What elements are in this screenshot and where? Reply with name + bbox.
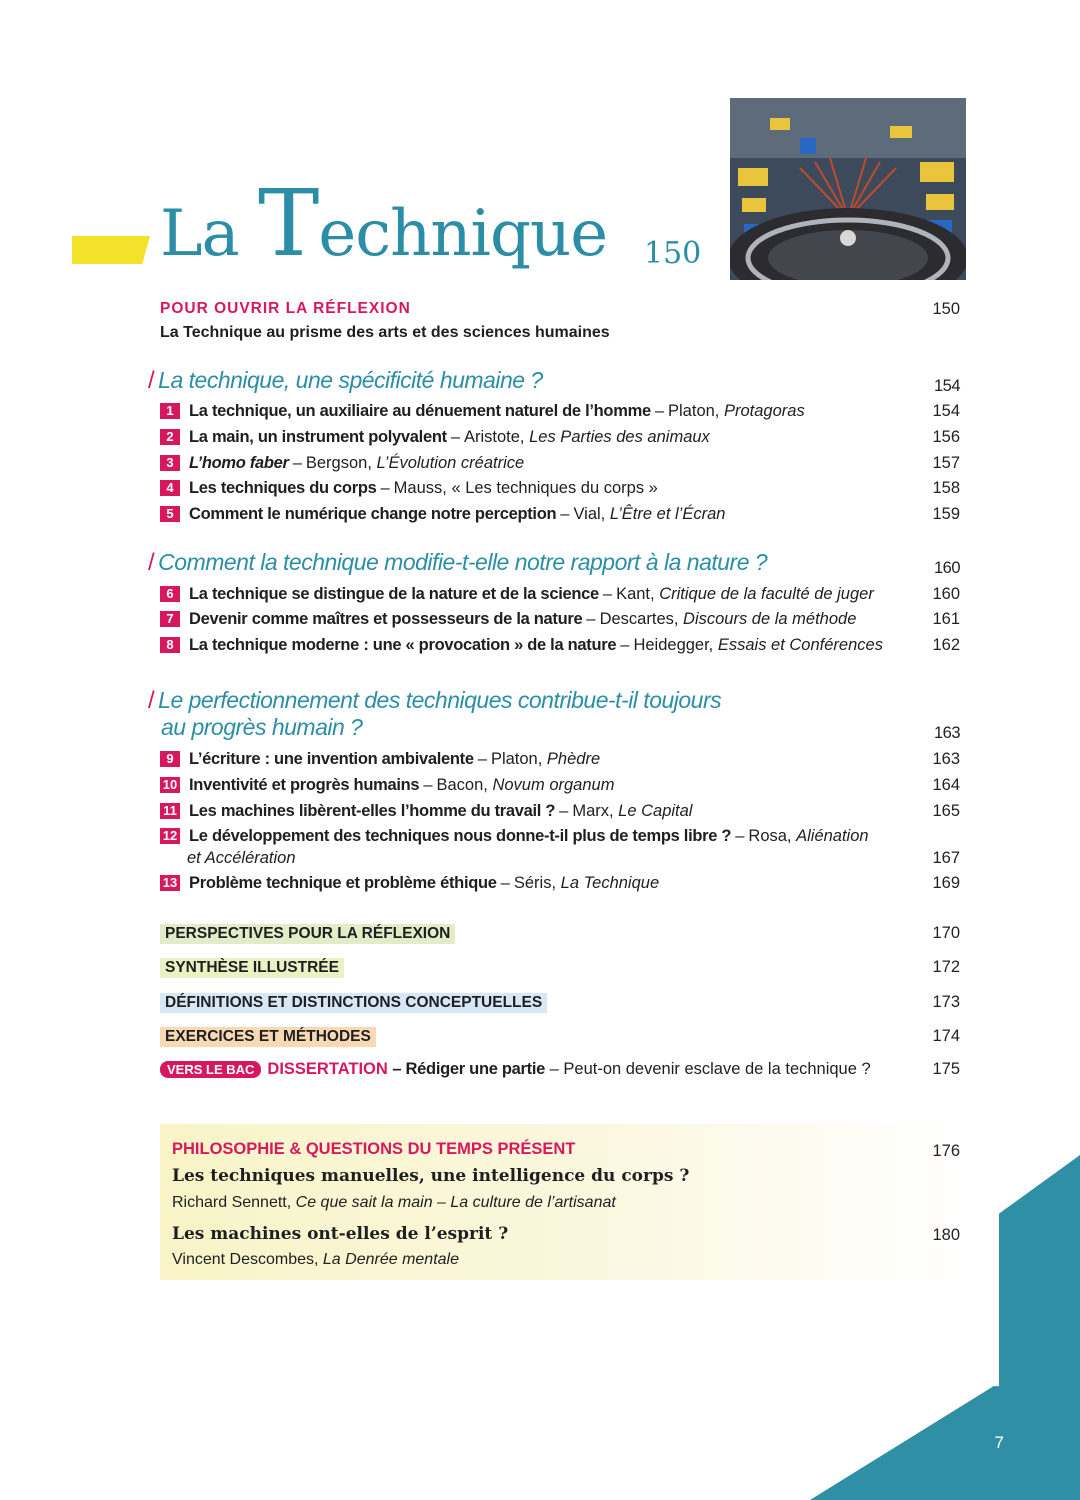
page-number: 7	[994, 1433, 1004, 1452]
toc-item-6: 6 La technique se distingue de la nature et de la science – Kant, Critique de la faculté de juger 160	[160, 585, 960, 609]
toc-item-2: 2 La main, un instrument polyvalent – Aristote, Les Parties des animaux 156	[160, 428, 960, 452]
extra-synthese: SYNTHÈSE ILLUSTRÉE 172	[160, 958, 960, 982]
toc-item-12-continued: et Accélération 167	[187, 849, 960, 867]
section-1-heading: / La technique, une spécificité humaine ? 154	[148, 367, 960, 395]
chapter-title: La Technique	[160, 170, 608, 277]
toc-item-12: 12 Le développement des techniques nous donne-t-il plus de temps libre ? – Rosa, Aliénation	[160, 827, 960, 851]
chapter-page: 150	[644, 236, 702, 271]
box-question-1: Les techniques manuelles, une intelligence du corps ?	[172, 1166, 690, 1186]
intro-page: 150	[932, 300, 960, 318]
box-answer-2: Vincent Descombes, La Denrée mentale	[172, 1251, 459, 1268]
toc-item-7: 7 Devenir comme maîtres et possesseurs de la nature – Descartes, Discours de la méthode 161	[160, 610, 960, 634]
toc-item-1: 1 La technique, un auxiliaire au dénuement naturel de l’homme – Platon, Protagoras 154	[160, 402, 960, 426]
toc-item-13: 13 Problème technique et problème éthique – Séris, La Technique 169	[160, 874, 960, 898]
box-answer-1: Richard Sennett, Ce que sait la main – La culture de l’artisanat	[172, 1194, 616, 1211]
title-accent-bar	[72, 236, 150, 264]
section-2-heading: / Comment la technique modifie-t-elle notre rapport à la nature ? 160	[148, 549, 960, 577]
box-question-2: Les machines ont-elles de l’esprit ?	[172, 1224, 509, 1244]
toc-item-10: 10 Inventivité et progrès humains – Bacon, Novum organum 164	[160, 776, 960, 800]
extra-perspectives: PERSPECTIVES POUR LA RÉFLEXION 170	[160, 924, 960, 948]
toc-item-3: 3 L’homo faber – Bergson, L’Évolution créatrice 157	[160, 454, 960, 478]
section-3-heading: / Le perfectionnement des techniques contribue-t-il toujours au progrès humain ? 163	[148, 687, 960, 742]
intro-subtitle: La Technique au prisme des arts et des sciences humaines	[160, 324, 610, 341]
intro-row	[160, 300, 960, 324]
present-questions-box: PHILOSOPHIE & QUESTIONS DU TEMPS PRÉSENT 176 Les techniques manuelles, une intelligence du corps ? Richard Sennett, Ce que sait la main – La culture de l’artisanat Les machines ont-elles de l’esprit ? 180 Vincent Descombes, La Denrée mentale	[160, 1124, 960, 1280]
chapter-photo	[730, 98, 966, 280]
extra-exercices: EXERCICES ET MÉTHODES 174	[160, 1027, 960, 1051]
bac-pill: VERS LE BAC	[160, 1061, 261, 1078]
bac-row: VERS LE BAC DISSERTATION – Rédiger une partie – Peut-on devenir esclave de la technique ? 175	[160, 1060, 960, 1084]
toc-item-4: 4 Les techniques du corps – Mauss, « Les techniques du corps » 158	[160, 479, 960, 503]
intro-label: POUR OUVRIR LA RÉFLEXION	[160, 300, 411, 317]
toc-item-8: 8 La technique moderne : une « provocation » de la nature – Heidegger, Essais et Conférences 162	[160, 636, 960, 660]
toc-item-5: 5 Comment le numérique change notre perception – Vial, L’Être et l’Écran 159	[160, 505, 960, 529]
toc-item-9: 9 L’écriture : une invention ambivalente – Platon, Phèdre 163	[160, 750, 960, 774]
toc-item-11: 11 Les machines libèrent-elles l’homme du travail ? – Marx, Le Capital 165	[160, 802, 960, 826]
box-heading: PHILOSOPHIE & QUESTIONS DU TEMPS PRÉSENT	[172, 1140, 576, 1158]
extra-definitions: DÉFINITIONS ET DISTINCTIONS CONCEPTUELLES 173	[160, 993, 960, 1017]
intro-subtitle-row	[160, 324, 960, 348]
